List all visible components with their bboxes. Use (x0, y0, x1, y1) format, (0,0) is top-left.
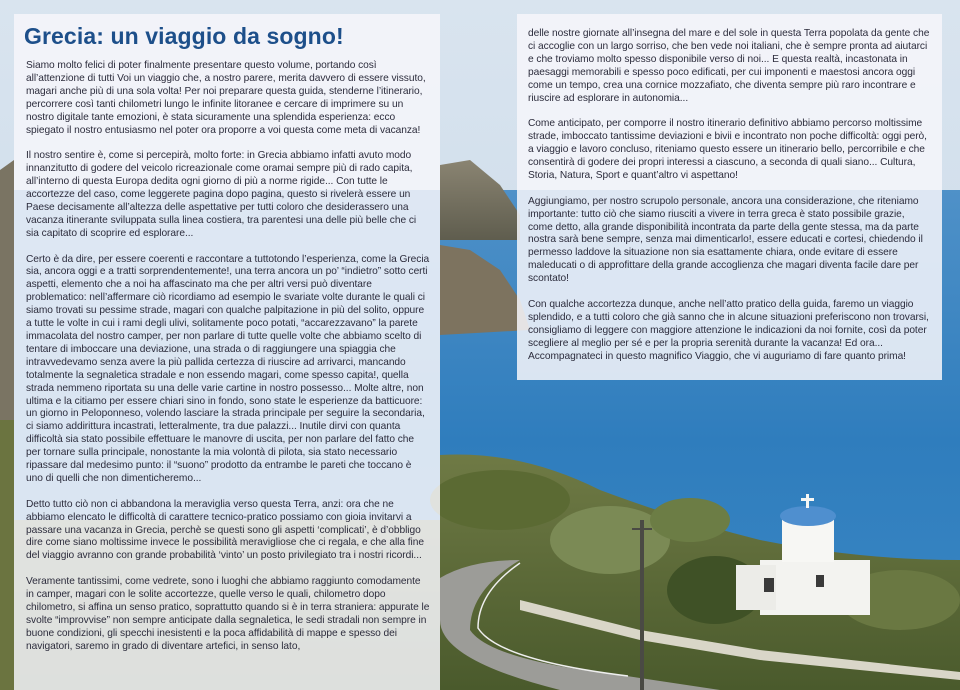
paragraph-difficulties: Certo è da dire, per essere coerenti e raccontare a tuttotondo l’esperienza, come la Grecia sia, ancora oggi e a tratti sorprendentemente!, una terra ancora un po’ “indietro” sotto certi aspetti, elemento che a noi ha affascinato ma che per altri versi può diventare problematico: nell’affermare ciò ricordiamo ad esempio le svariate volte durante le quali ci siamo trovati su pessime strade, magari con qualche palpitazione in più del solito, oppure a tutte le volte in cui i rami degli ulivi, solitamente poco potati, “accarezzavano” la parete immacolata del nostro camper, per non parlare di tutte quelle volte che abbiamo scelto di tentare di imboccare una deviazione, una strada o di raggiungere una spiaggia che intravvedevamo senza avere la più pallida certezza di riuscire ad arrivarci, mancando totalmente la segnaletica stradale e non essendo magari, come spesso capita!, quella strada nemmeno riportata su una delle varie cartine in nostro possesso... Molte altre, non ultima e la citiamo per essere chiari sino in fondo, sono state le esperienze da batticuore: un giorno in Peloponneso, volendo lasciare la strada principale per seguire la secondaria, ci siamo addirittura incastrati, letteralmente, tra due palazzi... Inutile dirvi con quanta difficoltà sia stato possibile effettuare le manovre di uscita, per non parlare del fatto che per tornare sulla principale, nonostante la mia volontà di pilota, sia stato necessario ripassare dal medesimo punto: il “suono” prodotto da entrambe le pareti che toccano è uno di quelli che non dimenticheremo... (26, 253, 430, 484)
paragraph-conclusion (528, 299, 932, 364)
paragraph-itinerary: Come anticipato, per comporre il nostro itinerario definitivo abbiamo percorso moltissime strade, imboccato tantissime deviazioni e bivii e incontrato non poche difficoltà: oggi però, a viaggio e lavoro concluso, riteniamo questo essere un itinerario bello, percorribile e che consentirà di godere dei propri interessi a ciascuno, a seconda di quali siano... Cultura, Storia, Natura, Sport e quant’altro vi aspettano! (528, 118, 927, 181)
paragraph-places: Veramente tantissimi, come vedrete, sono i luoghi che abbiamo raggiunto comodamente in camper, magari con le solite accortezze, quelle verso le quali, chilometro dopo chilometro, si affina un senso pratico, soprattutto quando si è in terra straniera: appurate le svolte “improvvise” non sempre anticipate dalla segnaletica, le sedi stradali non sempre in buone condizioni, gli specchi inesistenti e la poca affidabilità di mappe e spesso dei navigatori, saremo in grado di diventare artefici, in senso lato, (26, 576, 430, 652)
paragraph-continuation: delle nostre giornate all’insegna del mare e del sole in questa Terra popolata da gente che ci accoglie con un largo sorriso, che ben vede noi italiani, che è sempre pronta ad aiutarci e che troviamo molto spesso disponibile verso di noi... E questa realtà, incastonata in paesaggi memorabili e spesso poco edificati, per cui imponenti e maestosi ancora oggi come un tempo, crea una cornice mozzafiato, che diventa sempre più raro incontrare e riuscire ad esplorare in autonomia... (528, 28, 930, 104)
paragraph-consideration: Aggiungiamo, per nostro scrupolo personale, ancora una considerazione, che riteniamo importante: tutto ciò che siamo riusciti a vivere in terra greca è stato possibile grazie, come detto, alla grande disponibilità incontrata da parte della gente stessa, ma da parte nostra sarà bene sempre, senza mai dimenticarlo!, essere educati e cortesi, chiedendo il permesso laddove la situazione non sia esattamente chiara, onde evitare di essere maleducati o di approfittare della grande accoglienza che magari diventa facile dare per scontato! (528, 195, 923, 285)
paragraph-feeling: Il nostro sentire è, come si percepirà, molto forte: in Grecia abbiamo infatti avuto modo innanzitutto di godere del veicolo ricreazionale come oramai sempre più di rado capita, all’interno di questa Europa dedita ogni giorno di più a norme rigide... Con tutte le accortezze del caso, come leggerete pagina dopo pagina, questo si rivelerà essere un Paese decisamente all’altezza delle aspettative per tutti coloro che desiderassero una vacanza itinerante sviluppata sulla linea costiera, tra parentesi una delle più belle che ci sia capitato di scoprire ed esplorare... (26, 150, 417, 239)
conclusion-text: Con qualche accortezza dunque, anche nell’atto pratico della guida, faremo un viaggio splendido, e a tutti coloro che già sanno che in alcune situazioni preferiscono non trovarsi, consigliamo di leggere con maggiore attenzione le indicazioni da noi fornite, così da poter scegliere al meglio per sé e per la propria serenità durante la vacanza! Ed ora... (528, 298, 929, 349)
article-left-column (14, 14, 440, 690)
article-title: Grecia: un viaggio da sogno! (24, 23, 344, 49)
article-right-column (517, 14, 942, 380)
closing-invitation: Accompagnateci in questo magnifico Viaggio, che vi auguriamo di fare quanto prima! (528, 350, 906, 362)
paragraph-intro: Siamo molto felici di poter finalmente presentare questo volume, portando così all’attenzione di tutti Voi un viaggio che, a nostro parere, merita davvero di essere vissuto, magari anche più di una sola volta! Per noi preparare questa guida, stenderne l’itinerario, percorrere così tanti chilometri lungo le infinite litoranee e cercare di imprimere su un nostro digitale tante emozioni, è stata sicuramente una splendida esperienza: ecco spiegato il nostro entusiasmo nel poter ora proporre a voi questa come meta di vacanza! (26, 60, 426, 136)
paragraph-wonder: Detto tutto ciò non ci abbandona la meraviglia verso questa Terra, anzi: ora che ne abbiamo elencato le difficoltà di carattere tecnico-pratico possiamo con gioia invitarvi a passare una vacanza in Grecia, perchè se questi sono gli aspetti ‘complicati’, è d’obbligo dire come siano moltissime invece le possibilità meravigliose che ci regala, e che alla fine del viaggio avranno con grande probabilità ‘vinto’ un posto privilegiato tra i nostri ricordi... (26, 498, 424, 562)
